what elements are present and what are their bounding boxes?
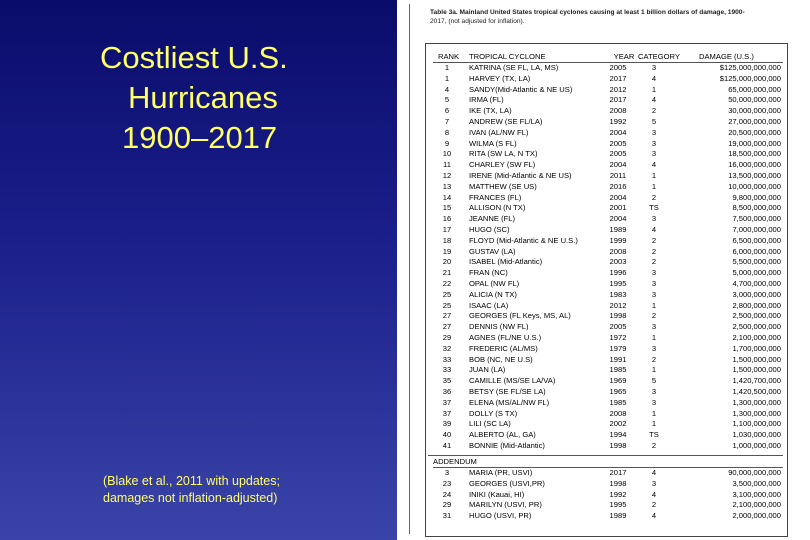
cell-category: 1 [651,408,657,418]
cell-year: 1992 [609,489,627,499]
cell-damage: 1,500,000,000 [732,365,781,375]
cell-year: 1996 [609,268,627,278]
cell-rank: 17 [442,225,452,234]
cell-name: IKE (TX, LA) [469,106,512,116]
cell-rank: 1 [444,73,450,83]
cell-rank: 24 [442,489,452,499]
table-row [433,344,783,354]
cell-name: BETSY (SE FL/SE LA) [469,387,546,396]
table-row [433,322,783,332]
cell-name: ALLISON (N TX) [469,203,526,213]
table-row [433,182,783,192]
table-row [433,160,783,170]
cell-year: 1998 [609,311,627,321]
title-line-2: Hurricanes [128,80,278,115]
cell-name: IRENE (Mid-Atlantic & NE US) [469,171,572,180]
cell-category: 1 [651,84,657,94]
cell-category: 1 [651,171,657,180]
cell-year: 1995 [609,279,627,288]
table-row [433,139,783,149]
cell-damage: 1,300,000,000 [732,397,781,407]
cell-year: 1995 [609,500,627,510]
header-rank: RANK [438,52,460,61]
cell-name: INIKI (Kauai, HI) [469,489,525,499]
cell-name: WILMA (S FL) [469,138,517,148]
cell-year: 2005 [609,149,627,159]
table-row [433,203,783,213]
cell-year: 1998 [609,441,627,450]
cell-damage: 1,030,000,000 [732,430,781,440]
cell-name: DENNIS (NW FL) [469,322,529,332]
cell-name: CAMILLE (MS/SE LA/VA) [469,376,556,386]
cell-category: 2 [651,311,657,321]
cell-category: 1 [651,181,657,191]
cell-damage: 1,300,000,000 [732,408,781,418]
cell-name: BONNIE (Mid-Atlantic) [469,441,545,450]
document-edge-line [409,4,410,534]
cell-name: ELENA (MS/AL/NW FL) [469,397,550,407]
cell-rank: 37 [442,408,452,418]
cell-name: ALBERTO (AL, GA) [469,430,536,440]
cell-name: HARVEY (TX, LA) [469,73,531,83]
cell-name: MARIA (PR, USVI) [469,468,533,477]
cell-rank: 33 [442,354,452,364]
cell-year: 2008 [609,106,627,116]
cell-name: ALICIA (N TX) [469,289,517,299]
table-row [433,95,783,105]
cell-category: 4 [651,95,657,105]
cell-name: IVAN (AL/NW FL) [469,127,529,137]
table-row [433,193,783,203]
table-row [433,257,783,267]
cell-rank: 31 [442,511,452,521]
cell-year: 2001 [609,203,627,213]
cell-name: GEORGES (FL Keys, MS, AL) [469,311,571,321]
cell-rank: 14 [442,192,452,202]
table-row [433,430,783,440]
cell-name: HUGO (SC) [469,225,510,234]
cell-rank: 33 [442,365,452,375]
cell-rank: 25 [442,300,452,310]
header-name: TROPICAL CYCLONE [469,52,546,61]
cell-damage: 3,100,000,000 [732,489,781,499]
cell-name: CHARLEY (SW FL) [469,160,536,170]
cell-category: 2 [651,500,657,510]
cell-name: AGNES (FL/NE U.S.) [469,333,542,342]
cell-rank: 13 [442,181,452,191]
table-row [433,311,783,321]
slide-title [100,38,400,158]
table-row [433,117,783,127]
cell-rank: 12 [442,171,452,180]
cell-name: IRMA (FL) [469,95,504,105]
table-row [433,128,783,138]
cell-rank: 40 [442,430,452,440]
cell-category: 5 [651,117,657,126]
cell-year: 2004 [609,127,627,137]
cell-category: 4 [651,511,657,521]
credit-line-2: damages not inflation-adjusted) [103,491,278,505]
header-category: CATEGORY [638,52,680,61]
cell-year: 2005 [609,63,627,72]
cell-damage: 3,500,000,000 [732,478,781,488]
cell-name: ISAAC (LA) [469,300,509,310]
cell-damage: 3,000,000,000 [732,289,781,299]
cell-rank: 6 [444,106,450,116]
cell-category: 3 [651,268,657,278]
cell-damage: 20,500,000,000 [728,127,781,137]
cell-year: 1985 [609,365,627,375]
cell-year: 1979 [609,343,627,353]
table-row [433,365,783,375]
cell-year: 2005 [609,138,627,148]
cell-damage: 5,000,000,000 [732,268,781,278]
cell-damage: 10,000,000,000 [728,181,781,191]
cell-damage: 90,000,000,000 [728,468,781,477]
table-row [433,247,783,257]
cell-rank: 1 [444,63,450,72]
cell-rank: 25 [442,289,452,299]
cell-damage: 50,000,000,000 [728,95,781,105]
cell-category: 2 [651,441,657,450]
table-caption [430,8,790,26]
cell-damage: 16,000,000,000 [728,160,781,170]
cell-damage: 6,000,000,000 [732,246,781,256]
table-row [433,441,783,451]
table-row [433,171,783,181]
cell-category: 2 [651,106,657,116]
cell-rank: 35 [442,376,452,386]
cell-rank: 27 [442,322,452,332]
cell-rank: 32 [442,343,452,353]
caption-rest: 2017, (not adjusted for inflation). [430,18,525,25]
cell-damage: 1,420,500,000 [732,387,781,396]
cell-name: ANDREW (SE FL/LA) [469,117,543,126]
cell-rank: 19 [442,246,452,256]
cell-damage: 30,000,000,000 [728,106,781,116]
cell-category: 3 [651,63,657,72]
cell-damage: 2,000,000,000 [732,511,781,521]
cell-category: 4 [651,160,657,170]
cell-damage: 18,500,000,000 [728,149,781,159]
table-row [433,214,783,224]
cell-rank: 18 [442,235,452,245]
cell-damage: 2,100,000,000 [732,500,781,510]
cell-year: 2011 [609,171,627,180]
table-row [433,63,783,73]
cell-year: 2008 [609,246,627,256]
credit-line-1: (Blake et al., 2011 with updates; [103,474,280,488]
cell-year: 1998 [609,478,627,488]
title-line-3: 1900–2017 [122,120,278,155]
cell-damage: 1,000,000,000 [732,441,781,450]
cell-category: 1 [651,419,657,429]
table-row [433,409,783,419]
cell-category: 3 [651,343,657,353]
cell-rank: 7 [444,117,450,126]
cell-year: 1989 [609,225,627,234]
table-header [433,52,783,62]
cell-rank: 20 [442,257,452,267]
table-row [433,376,783,386]
cell-category: 4 [651,489,657,499]
cell-category: 1 [651,365,657,375]
cell-name: KATRINA (SE FL, LA, MS) [469,63,559,72]
table-row [433,268,783,278]
cell-category: 3 [651,214,657,224]
cell-category: 2 [651,257,657,267]
cell-rank: 29 [442,500,452,510]
cell-category: 3 [651,322,657,332]
cell-year: 2005 [609,322,627,332]
addendum-row [433,500,783,510]
cell-year: 2003 [609,257,627,267]
cell-damage: 1,100,000,000 [732,419,781,429]
cell-damage: 1,420,700,000 [732,376,781,386]
table-row [433,290,783,300]
cell-damage: 6,500,000,000 [732,235,781,245]
cell-name: HUGO (USVI, PR) [469,511,532,521]
cell-name: JEANNE (FL) [469,214,515,224]
cell-name: OPAL (NW FL) [469,279,520,288]
cell-category: 3 [651,387,657,396]
cell-rank: 36 [442,387,452,396]
cell-year: 1985 [609,397,627,407]
cell-damage: 4,700,000,000 [732,279,781,288]
cell-name: ISABEL (Mid-Atlantic) [469,257,543,267]
cell-damage: 27,000,000,000 [728,117,781,126]
cell-name: BOB (NC, NE U.S) [469,354,533,364]
cell-category: 2 [651,192,657,202]
cell-damage: $125,000,000,000 [719,63,781,72]
addendum-label: ADDENDUM [433,457,477,466]
cell-category: 3 [651,478,657,488]
table-row [433,225,783,235]
cell-name: SANDY(Mid-Atlantic & NE US) [469,84,573,94]
cell-year: 2004 [609,160,627,170]
cell-rank: 37 [442,397,452,407]
cell-year: 2016 [609,181,627,191]
cell-rank: 29 [442,333,452,342]
cell-rank: 21 [442,268,452,278]
cell-year: 1965 [609,387,627,396]
cell-category: TS [649,203,659,213]
cell-year: 1989 [609,511,627,521]
cell-category: TS [649,430,659,440]
cell-rank: 39 [442,419,452,429]
cell-rank: 41 [442,441,452,450]
cell-rank: 27 [442,311,452,321]
addendum-row [433,490,783,500]
cell-name: MATTHEW (SE US) [469,181,537,191]
cell-damage: 7,500,000,000 [732,214,781,224]
cell-year: 2017 [609,468,627,477]
cell-year: 2017 [609,95,627,105]
cell-damage: 2,500,000,000 [732,311,781,321]
cell-category: 3 [651,149,657,159]
cell-name: FRANCES (FL) [469,192,522,202]
table-row [433,149,783,159]
cell-name: DOLLY (S TX) [469,408,518,418]
cell-rank: 15 [442,203,452,213]
table-row [433,85,783,95]
header-year: YEAR [613,52,635,61]
cell-year: 1999 [609,235,627,245]
cell-name: LILI (SC LA) [469,419,511,429]
cell-damage: 8,500,000,000 [732,203,781,213]
cell-rank: 23 [442,478,452,488]
cell-category: 1 [651,300,657,310]
addendum-row [433,468,783,478]
table-row [433,106,783,116]
cell-name: GEORGES (USVI,PR) [469,478,545,488]
cell-category: 3 [651,397,657,407]
cell-damage: 7,000,000,000 [732,225,781,234]
table-row [433,419,783,429]
cell-damage: 2,500,000,000 [732,322,781,332]
cell-category: 3 [651,279,657,288]
cell-category: 1 [651,333,657,342]
cell-category: 2 [651,246,657,256]
cell-damage: 1,700,000,000 [732,343,781,353]
cell-name: FRAN (NC) [469,268,508,278]
cell-rank: 22 [442,279,452,288]
cell-year: 2004 [609,214,627,224]
cell-category: 2 [651,235,657,245]
cell-name: FLOYD (Mid-Atlantic & NE U.S.) [469,235,578,245]
table-row [433,333,783,343]
cell-category: 3 [651,138,657,148]
cell-rank: 5 [444,95,450,105]
cell-year: 1983 [609,289,627,299]
cell-rank: 10 [442,149,452,159]
cell-year: 2008 [609,408,627,418]
cell-year: 1972 [609,333,627,342]
cell-name: MARILYN (USVI, PR) [469,500,542,510]
cell-year: 2012 [609,84,627,94]
cell-year: 1992 [609,117,627,126]
cell-year: 1969 [609,376,627,386]
cell-damage: 5,500,000,000 [732,257,781,267]
cell-name: RITA (SW LA, N TX) [469,149,538,159]
cell-name: JUAN (LA) [469,365,506,375]
cell-category: 3 [651,289,657,299]
cell-damage: 65,000,000,000 [728,84,781,94]
cell-damage: 2,800,000,000 [732,300,781,310]
table-row [433,236,783,246]
table-row [433,387,783,397]
caption-bold: Table 3a. Mainland United States tropical cyclones causing at least 1 billion dollars of damage, 1900- [430,9,745,16]
cell-category: 5 [651,376,657,386]
cell-category: 4 [651,468,657,477]
table-row [433,74,783,84]
cell-year: 2017 [609,73,627,83]
cell-year: 2012 [609,300,627,310]
addendum-divider [428,455,783,456]
cell-category: 4 [651,225,657,234]
table-row [433,398,783,408]
cell-year: 1991 [609,354,627,364]
addendum-row [433,511,783,521]
cell-year: 2004 [609,192,627,202]
table-row [433,355,783,365]
cell-damage: 19,000,000,000 [728,138,781,148]
cell-rank: 11 [443,160,451,170]
cell-name: GUSTAV (LA) [469,246,516,256]
cell-rank: 16 [442,214,452,224]
cell-name: FREDERIC (AL/MS) [469,343,538,353]
cell-category: 3 [651,127,657,137]
cell-damage: 9,800,000,000 [732,192,781,202]
cell-rank: 8 [444,127,450,137]
addendum-row [433,479,783,489]
cell-year: 2002 [609,419,627,429]
table-row [433,301,783,311]
cell-damage: 1,500,000,000 [732,354,781,364]
cell-rank: 9 [444,138,450,148]
source-credit [103,473,393,507]
header-damage: DAMAGE (U.S.) [699,52,754,61]
cell-damage: $125,000,000,000 [719,73,781,83]
cell-year: 1994 [609,430,627,440]
cell-rank: 4 [444,84,450,94]
title-line-1: Costliest U.S. [100,40,288,75]
cell-damage: 13,500,000,000 [728,171,781,180]
table-row [433,279,783,289]
cell-damage: 2,100,000,000 [732,333,781,342]
cell-rank: 3 [444,468,450,477]
cell-category: 2 [651,354,657,364]
cell-category: 4 [651,73,657,83]
